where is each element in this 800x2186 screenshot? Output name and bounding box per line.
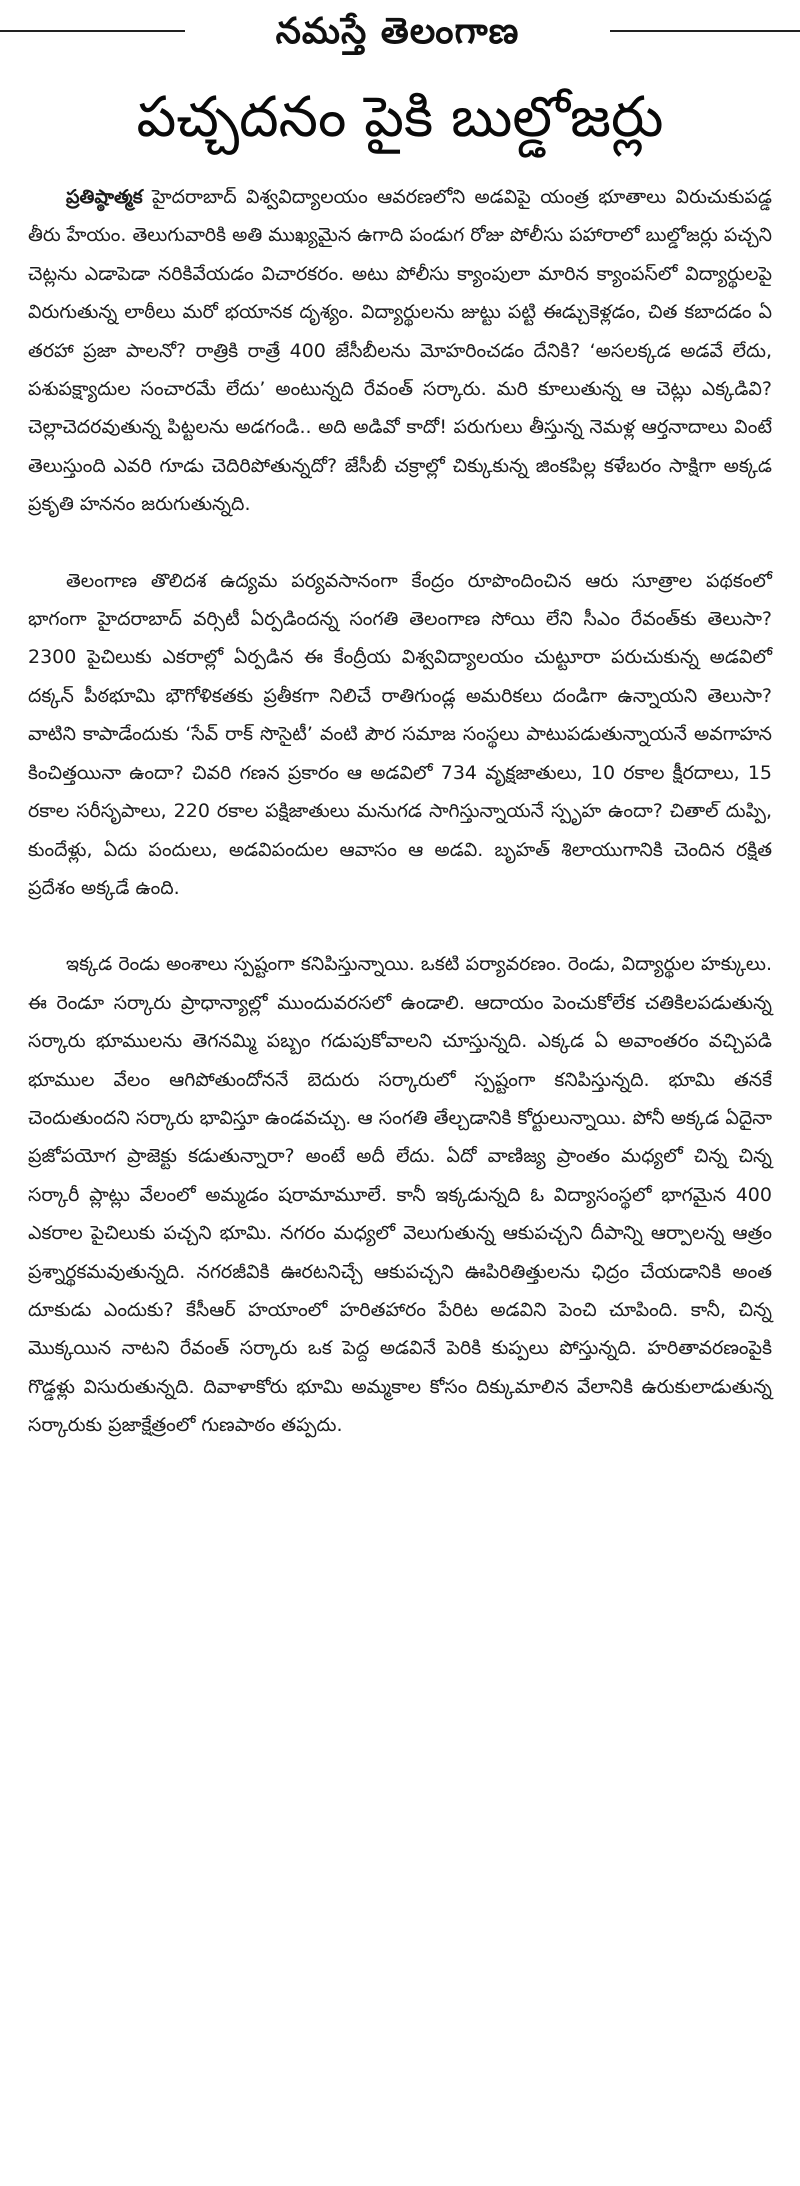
paragraph-text: తెలంగాణ తొలిదశ ఉద్యమ పర్యవసానంగా కేంద్రం రూపొందించిన ఆరు సూత్రాల పథకంలో భాగంగా హైదరాబాద్ వర్సిటీ ఏర్పడిందన్న సంగతి తెలంగాణ సోయి లేని సీఎం రేవంత్‌కు తెలుసా? 2300 పైచిలుకు ఎకరాల్లో ఏర్పడిన ఈ కేంద్రీయ విశ్వవిద్యాలయం చుట్టూరా పరుచుకున్న అడవిలో దక్కన్ పీఠభూమి భౌగోళికతకు ప్రతీకగా నిలిచే రాతిగుండ్ల అమరికలు దండిగా ఉన్నాయని తెలుసా? వాటిని కాపాడేందుకు ‘సేవ్ రాక్ సొసైటీ’ వంటి పౌర సమాజ సంస్థలు పాటుపడుతున్నాయనే అవగాహన కించిత్తయినా ఉందా? చివరి గణన ప్రకారం ఆ అడవిలో 734 వృక్షజాతులు, 10 రకాల క్షీరదాలు, 15 రకాల సరీసృపాలు, 220 రకాల పక్షిజాతులు మనుగడ సాగిస్తున్నాయనే స్పృహ ఉందా? చితాల్ దుప్పి, కుందేళ్లు, ఏదు పందులు, అడవిపందుల ఆవాసం ఆ అడవి. బృహత్ శిలాయుగానికి చెందిన రక్షిత ప్రదేశం అక్కడే ఉంది. [28, 569, 772, 899]
paragraph-text: ఇక్కడ రెండు అంశాలు స్పష్టంగా కనిపిస్తున్నాయి. ఒకటి పర్యావరణం. రెండు, విద్యార్థుల హక్కులు. ఈ రెండూ సర్కారు ప్రాధాన్యాల్లో ముందువరసలో ఉండాలి. ఆదాయం పెంచుకోలేక చతికిలపడుతున్న సర్కారు భూములను తెగనమ్మి పబ్బం గడుపుకోవాలని చూస్తున్నది. ఎక్కడ ఏ అవాంతరం వచ్చిపడి భూముల వేలం ఆగిపోతుందోననే బెదురు సర్కారులో స్పష్టంగా కనిపిస్తున్నది. భూమి తనకే చెందుతుందని సర్కారు భావిస్తూ ఉండవచ్చు. ఆ సంగతి తేల్చడానికి కోర్టులున్నాయి. పోనీ అక్కడ ఏదైనా ప్రజోపయోగ ప్రాజెక్టు కడుతున్నారా? అంటే అదీ లేదు. ఏదో వాణిజ్య ప్రాంతం మధ్యలో చిన్న చిన్న సర్కారీ ప్లాట్లు వేలంలో అమ్మడం షరామామూలే. కానీ ఇక్కడున్నది ఓ విద్యాసంస్థలో భాగమైన 400 ఎకరాల పైచిలుకు పచ్చని భూమి. నగరం మధ్యలో వెలుగుతున్న ఆకుపచ్చని దీపాన్ని ఆర్పాలన్న ఆత్రం ప్రశ్నార్థకమవుతున్నది. నగరజీవికి ఊరటనిచ్చే ఆకుపచ్చని ఊపిరితిత్తులను ఛిద్రం చేయడానికి అంత దూకుడు ఎందుకు? కేసీఆర్ హయాంలో హరితహారం పేరిట అడవిని పెంచి చూపింది. కానీ, చిన్న మొక్కయిన నాటని రేవంత్ సర్కారు ఒక పెద్ద అడవినే పెరికి కుప్పలు పోస్తున్నది. హరితావరణంపైకి గొడ్డళ్లు విసురుతున్నది. దివాళాకోరు భూమి అమ్మకాల కోసం దిక్కుమాలిన వేలానికి ఉరుకులాడుతున్న సర్కారుకు ప్రజాక్షేత్రంలో గుణపాఠం తప్పదు. [28, 953, 772, 1437]
editorial-body [28, 178, 772, 1445]
newspaper-name: నమస్తే తెలంగాణ [275, 11, 520, 52]
masthead [0, 0, 800, 70]
paragraph-1 [28, 178, 772, 524]
paragraph-3 [28, 945, 772, 1444]
lead-word: ప్రతిష్ఠాత్మక [66, 186, 143, 208]
editorial-headline: పచ్చదనం పైకి బుల్డోజర్లు [136, 85, 664, 150]
masthead-rule-right [610, 30, 800, 32]
paragraph-text: హైదరాబాద్ విశ్వవిద్యాలయం ఆవరణలోని అడవిపై యంత్ర భూతాలు విరుచుకుపడ్డ తీరు హేయం. తెలుగువారికి అతి ముఖ్యమైన ఉగాది పండుగ రోజు పోలీసు పహారాలో బుల్డోజర్లు పచ్చని చెట్లను ఎడాపెడా నరికివేయడం విచారకరం. అటు పోలీసు క్యాంపులా మారిన క్యాంపస్‌లో విద్యార్థులపై విరుగుతున్న లాఠీలు మరో భయానక దృశ్యం. విద్యార్థులను జుట్టు పట్టి ఈడ్చుకెళ్లడం, చిత కబాదడం ఏ తరహా ప్రజా పాలనో? రాత్రికి రాత్రే 400 జేసీబీలను మోహరించడం దేనికి? ‘అసలక్కడ అడవే లేదు, పశుపక్ష్యాదుల సంచారమే లేదు’ అంటున్నది రేవంత్ సర్కారు. మరి కూలుతున్న ఆ చెట్లు ఎక్కడివి? చెల్లాచెదరవుతున్న పిట్టలను అడగండి.. అది అడివో కాదో! పరుగులు తీస్తున్న నెమళ్ల ఆర్తనాదాలు వింటే తెలుస్తుంది ఎవరి గూడు చెదిరిపోతున్నదో? జేసీబీ చక్రాల్లో చిక్కుకున్న జింకపిల్ల కళేబరం సాక్షిగా అక్కడ ప్రకృతి హననం జరుగుతున్నది. [28, 186, 772, 516]
masthead-rule-left [0, 30, 185, 32]
paragraph-2 [28, 562, 772, 908]
